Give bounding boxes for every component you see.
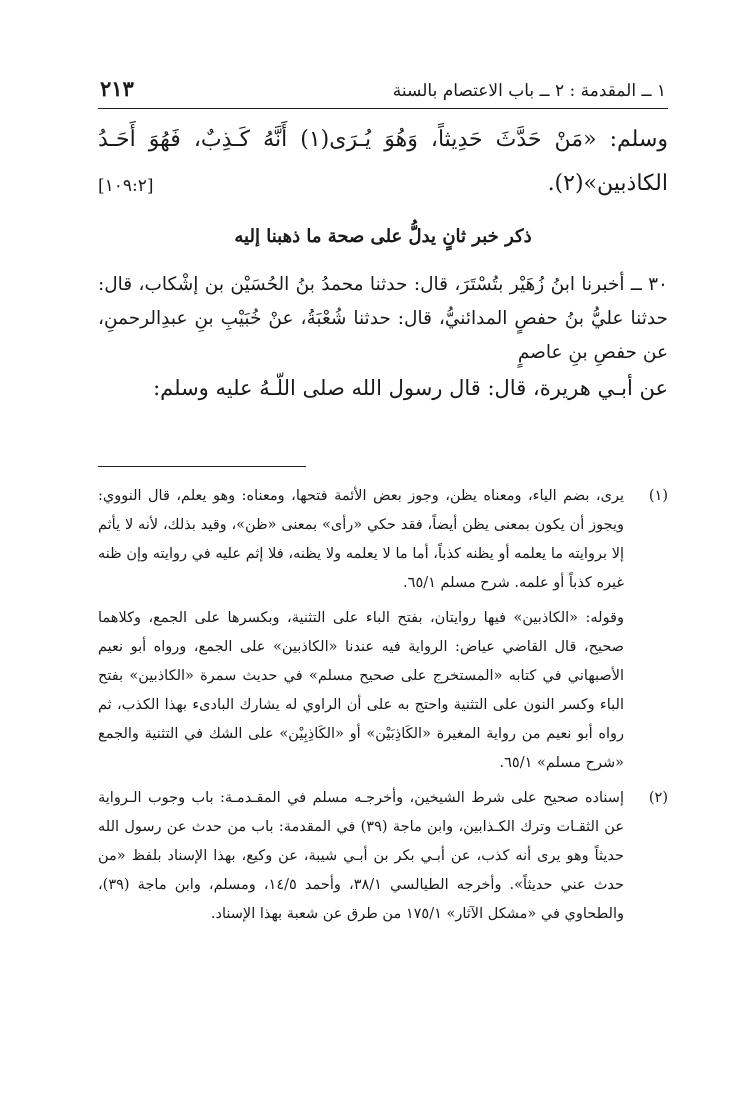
footnote-1 xyxy=(98,482,668,778)
footnotes xyxy=(98,482,668,935)
hadith-30-isnad: ٣٠ ــ أخبرنا ابنُ زُهَيْر بتُسْتَرَ، قال: حدثنا محمدُ بنُ الحُسَيْن بن إشْكاب، قال: حدثنا عليُّ بنُ حفصٍ المدائنيُّ، قال: حدثنا شُعْبَةُ، عنْ خُبَيْبِ بنِ عبدِالرحمنِ، عن حفصِ بنِ عاصمٍ xyxy=(98,274,668,363)
hadith-30-matn: عن أبـي هريرة، قال: قال رسول الله صلى اللّـهُ عليه وسلم: xyxy=(153,376,668,400)
footnote-separator xyxy=(98,466,306,467)
footnote-number: (١) xyxy=(648,488,668,504)
header-rule xyxy=(98,108,668,109)
footnote-paragraph: يرى، بضم الياء، ومعناه يظن، وجوز بعض الأئمة فتحها، ومعناه: وهو يعلم، قال النووي: ويجوز أن يكون بمعنى يظن أيضاً، فقد حكي «رأى» بمعنى «ظن»، وقيد بذلك، لأنه لا يأثم إلا بروايته ما يعلمه أو يظنه كذباً، أما ما لا يعلمه ولا يظنه، فلا إثم عليه في روايته وإن ظنه غيره كذباً أو علمه. شرح مسلم ٦٥/١. xyxy=(98,488,624,591)
hadith-29-text: وسلم: «مَنْ حَدَّثَ حَدِيثاً، وَهُوَ يُـرَى(١) أَنَّهُ كَـذِبٌ، فَهُوَ أَحَـدُ الكاذبين»(٢). xyxy=(98,127,668,196)
footnote-paragraph: إسناده صحيح على شرط الشيخين، وأخرجـه مسلم في المقـدمـة: باب وجوب الـرواية عن الثقـات وترك الكـذابين، وابن ماجة (٣٩) في المقدمة: باب من حدث عن رسول الله حديثاً وهو يرى أنه كذب، عن أبـي بكر بن أبـي شيبة، عن وكيع، بهذا الإسناد بلفظ «من حدث عني حديثاً». وأخرجه الطيالسي ٣٨/١، وأحمد ١٤/٥، ومسلم، وابن ماجة (٣٩)، والطحاوي في «مشكل الآثار» ١٧٥/١ من طرق عن شعبة بهذا الإسناد. xyxy=(98,790,624,922)
section-heading: ذكر خبر ثانٍ يدلُّ على صحة ما ذهبنا إليه xyxy=(234,226,532,247)
page-header xyxy=(100,76,666,104)
footnote-paragraph: وقوله: «الكاذبين» فيها روايتان، بفتح الباء على التثنية، وبكسرها على الجمع، وكلاهما صحيح، قال القاضي عياض: الرواية فيه عندنا «الكاذبين» على الجمع، ورواه أبو نعيم الأصبهاني في كتابه «المستخرج على صحيح مسلم» في حديث سمرة «الكاذبين» بفتح الباء وكسر النون على التثنية واحتج به على أن الراوي له يشارك البادىء بهذا الكذب، ثم رواه أبو نعيم من رواية المغيرة «الكَاذِبَيْن» أو «الكَاذِبِيْن» على الشك في التثنية والجمع «شرح مسلم» ٦٥/١. xyxy=(98,610,624,771)
footnote-number: (٢) xyxy=(648,790,668,806)
page-number: ٢١٣ xyxy=(100,76,134,101)
footnote-2 xyxy=(98,784,668,929)
hadith-29-reference: [١٠٩:٢] xyxy=(98,176,154,196)
hadith-29-ending xyxy=(98,118,668,208)
running-title: ١ ــ المقدمة : ٢ ــ باب الاعتصام بالسنة xyxy=(392,81,666,101)
